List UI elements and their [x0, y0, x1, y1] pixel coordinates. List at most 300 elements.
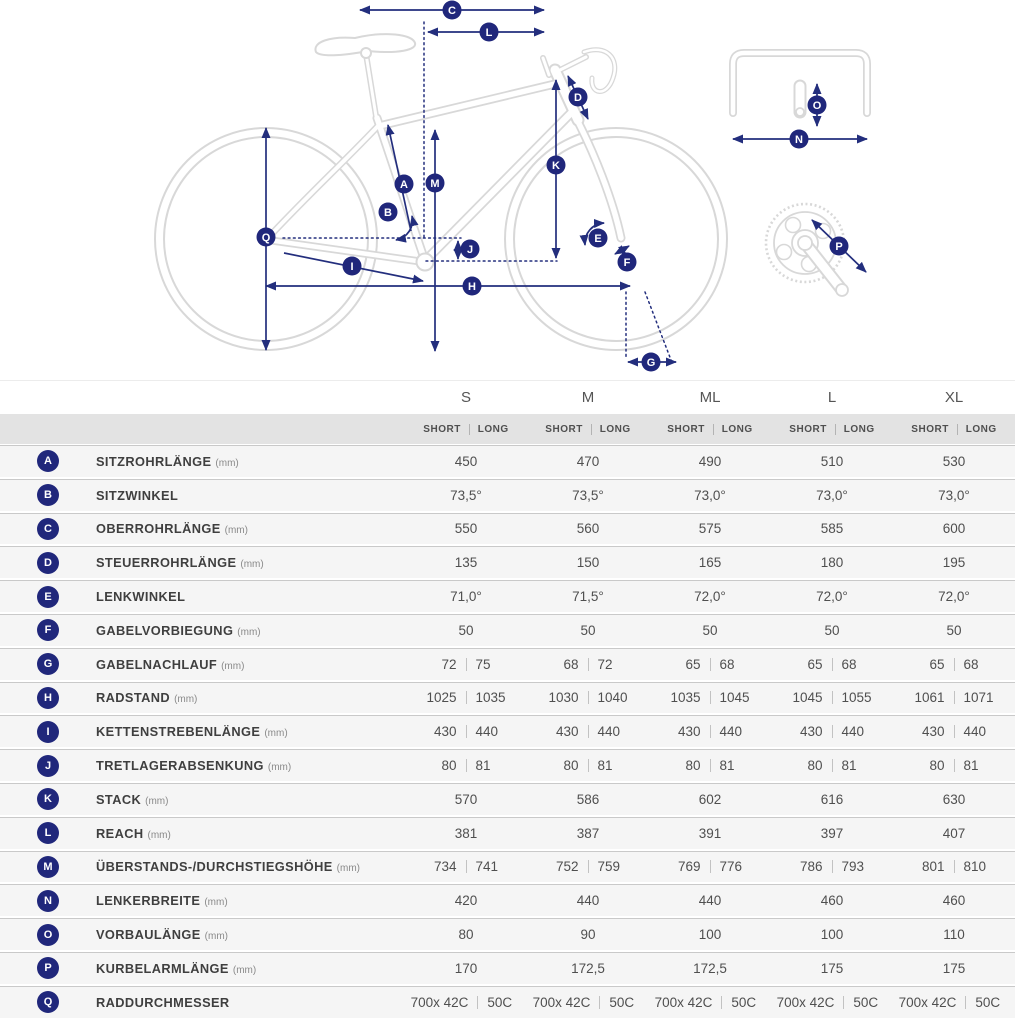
row-label: RADDURCHMESSER [96, 994, 230, 1010]
value-single: 50 [946, 622, 962, 638]
size-column-header-s: S [460, 389, 471, 406]
value-divider [954, 658, 955, 671]
value-pair [911, 859, 998, 874]
row-unit: (mm) [215, 457, 239, 469]
diagram-marker-j [461, 240, 480, 259]
value-cell-m [527, 657, 649, 672]
table-row-l [0, 817, 1015, 849]
value-long: 1071 [963, 690, 994, 706]
value-single: 170 [454, 960, 478, 976]
value-cell-xl [893, 623, 1015, 638]
row-label: OBERROHRLÄNGE [96, 521, 221, 537]
row-label-cell [96, 758, 405, 773]
value-single: 420 [454, 893, 478, 909]
value-pair [667, 859, 754, 874]
row-badge-cell [0, 619, 96, 641]
value-pair [545, 690, 632, 705]
value-long: 50C [853, 994, 879, 1010]
value-divider [588, 691, 589, 704]
row-label: VORBAULÄNGE [96, 927, 201, 943]
value-single: 440 [698, 893, 722, 909]
value-divider [588, 860, 589, 873]
table-row-f [0, 614, 1015, 646]
value-single: 135 [454, 555, 478, 571]
svg-text:M: M [430, 177, 440, 190]
value-cell-xl [893, 758, 1015, 773]
row-label: GABELNACHLAUF [96, 656, 218, 672]
value-long: 68 [841, 656, 857, 672]
value-single: 165 [698, 555, 722, 571]
row-letter-badge: N [37, 890, 59, 912]
row-letter-badge: H [37, 687, 59, 709]
value-cell-s [405, 792, 527, 807]
value-divider [832, 691, 833, 704]
value-divider [466, 759, 467, 772]
value-divider [832, 725, 833, 738]
value-divider [477, 996, 478, 1009]
row-label-cell [96, 454, 405, 469]
value-long: 1045 [719, 690, 750, 706]
value-short: 734 [433, 859, 457, 875]
row-letter-badge: J [37, 755, 59, 777]
svg-text:G: G [646, 356, 656, 369]
value-short: 786 [799, 859, 823, 875]
value-short: 65 [807, 656, 823, 672]
value-single: 175 [942, 960, 966, 976]
row-label-cell [96, 724, 405, 739]
table-row-h [0, 682, 1015, 714]
value-single: 586 [576, 791, 600, 807]
value-long: 50C [975, 994, 1001, 1010]
value-cell-m [527, 758, 649, 773]
fit-subheader-m [527, 424, 649, 435]
value-long: 81 [719, 758, 735, 774]
value-single: 73,0° [938, 487, 970, 503]
value-divider [965, 996, 966, 1009]
row-badge-cell [0, 924, 96, 946]
value-short: 801 [921, 859, 945, 875]
value-single: 50 [824, 622, 840, 638]
value-long: 440 [841, 724, 865, 740]
row-badge-cell [0, 450, 96, 472]
fit-subheader-l [771, 424, 893, 435]
row-letter-badge: B [37, 484, 59, 506]
value-single: 616 [820, 791, 844, 807]
diagram-marker-p [830, 237, 849, 256]
diagram-marker-f [618, 253, 637, 272]
value-long: 68 [963, 656, 979, 672]
row-letter-badge: O [37, 924, 59, 946]
svg-text:A: A [400, 178, 408, 191]
fit-subheader-xl [893, 424, 1015, 435]
value-cell-l [771, 961, 893, 976]
fit-label-long: LONG [721, 423, 753, 435]
value-cell-l [771, 724, 893, 739]
fit-label-short: SHORT [423, 423, 461, 435]
value-cell-ml [649, 454, 771, 469]
value-divider [832, 860, 833, 873]
value-cell-m [527, 555, 649, 570]
handlebar-top-view-detail [733, 53, 867, 116]
value-cell-xl [893, 826, 1015, 841]
value-short: 700x 42C [898, 994, 957, 1010]
row-label-cell [96, 521, 405, 536]
row-letter-badge: D [37, 552, 59, 574]
value-cell-s [405, 961, 527, 976]
value-single: 100 [820, 927, 844, 943]
table-row-c [0, 513, 1015, 545]
value-single: 90 [580, 927, 596, 943]
value-cell-s [405, 555, 527, 570]
row-badge-cell [0, 856, 96, 878]
svg-text:H: H [468, 280, 476, 293]
value-cell-s [405, 724, 527, 739]
row-letter-badge: K [37, 788, 59, 810]
value-divider [588, 725, 589, 738]
value-short: 68 [563, 656, 579, 672]
value-single: 560 [576, 521, 600, 537]
value-pair [911, 657, 998, 672]
value-divider [710, 691, 711, 704]
svg-text:I: I [350, 260, 354, 273]
value-single: 450 [454, 453, 478, 469]
diagram-marker-m [426, 174, 445, 193]
value-short: 752 [555, 859, 579, 875]
row-letter-badge: G [37, 653, 59, 675]
value-pair [423, 758, 510, 773]
value-cell-s [405, 758, 527, 773]
value-single: 73,5° [450, 487, 482, 503]
value-pair [911, 758, 998, 773]
value-cell-ml [649, 758, 771, 773]
svg-text:P: P [835, 240, 843, 253]
steering-axis-line [645, 292, 671, 360]
value-single: 470 [576, 453, 600, 469]
value-single: 175 [820, 960, 844, 976]
dimension-arrows [266, 10, 867, 362]
fit-divider [957, 424, 958, 435]
row-label-cell [96, 995, 405, 1010]
value-single: 585 [820, 521, 844, 537]
row-letter-badge: F [37, 619, 59, 641]
value-divider [588, 759, 589, 772]
value-short: 80 [807, 758, 823, 774]
value-single: 71,0° [450, 589, 482, 605]
row-label-cell [96, 589, 405, 604]
row-label-cell [96, 961, 405, 976]
value-pair [423, 724, 510, 739]
value-pair [411, 995, 522, 1010]
value-cell-xl [893, 859, 1015, 874]
value-cell-l [771, 859, 893, 874]
value-short: 80 [685, 758, 701, 774]
value-cell-xl [893, 961, 1015, 976]
value-short: 65 [685, 656, 701, 672]
svg-text:J: J [466, 243, 474, 256]
row-letter-badge: M [37, 856, 59, 878]
value-cell-ml [649, 859, 771, 874]
row-unit: (mm) [145, 795, 169, 807]
diagram-marker-i [343, 257, 362, 276]
value-short: 430 [555, 724, 579, 740]
value-short: 769 [677, 859, 701, 875]
value-long: 50C [487, 994, 513, 1010]
value-single: 73,0° [816, 487, 848, 503]
value-cell-m [527, 995, 649, 1010]
row-label-cell [96, 859, 405, 874]
value-cell-s [405, 927, 527, 942]
row-letter-badge: P [37, 957, 59, 979]
value-cell-xl [893, 521, 1015, 536]
value-cell-ml [649, 589, 771, 604]
value-pair [789, 859, 876, 874]
value-cell-xl [893, 555, 1015, 570]
value-single: 460 [942, 893, 966, 909]
row-unit: (mm) [336, 863, 360, 875]
value-single: 530 [942, 453, 966, 469]
row-label: SITZWINKEL [96, 487, 179, 503]
value-cell-s [405, 488, 527, 503]
diagram-marker-g [642, 353, 661, 372]
row-unit: (mm) [224, 525, 248, 537]
value-divider [954, 725, 955, 738]
value-cell-xl [893, 454, 1015, 469]
bottom-bracket [417, 254, 434, 271]
value-divider [599, 996, 600, 1009]
value-cell-ml [649, 724, 771, 739]
value-single: 71,5° [572, 589, 604, 605]
value-cell-m [527, 488, 649, 503]
value-short: 700x 42C [776, 994, 835, 1010]
value-cell-xl [893, 488, 1015, 503]
value-cell-xl [893, 724, 1015, 739]
row-label-cell [96, 690, 405, 705]
size-column-header-ml: ML [699, 389, 721, 406]
value-single: 195 [942, 555, 966, 571]
row-badge-cell [0, 586, 96, 608]
value-short: 700x 42C [654, 994, 713, 1010]
value-cell-m [527, 927, 649, 942]
fit-divider [835, 424, 836, 435]
value-single: 460 [820, 893, 844, 909]
value-cell-m [527, 961, 649, 976]
value-short: 430 [433, 724, 457, 740]
value-single: 397 [820, 825, 844, 841]
value-single: 72,0° [816, 589, 848, 605]
size-column-header-l: L [827, 389, 837, 406]
fit-label-short: SHORT [667, 423, 705, 435]
value-cell-m [527, 859, 649, 874]
value-cell-l [771, 893, 893, 908]
value-single: 391 [698, 825, 722, 841]
value-cell-s [405, 859, 527, 874]
fit-label-long: LONG [965, 423, 997, 435]
value-long: 440 [597, 724, 621, 740]
svg-text:O: O [812, 99, 822, 112]
seatpost-clamp [361, 48, 371, 58]
value-divider [588, 658, 589, 671]
svg-text:N: N [795, 133, 803, 146]
diagram-marker-o [808, 96, 827, 115]
value-cell-m [527, 454, 649, 469]
value-cell-l [771, 657, 893, 672]
value-cell-ml [649, 690, 771, 705]
row-badge-cell [0, 484, 96, 506]
row-unit: (mm) [267, 762, 292, 774]
value-single: 172,5 [693, 960, 727, 976]
bicycle-side-view [155, 34, 727, 350]
value-short: 65 [929, 656, 945, 672]
row-badge-cell [0, 788, 96, 810]
row-badge-cell [0, 687, 96, 709]
value-cell-xl [893, 657, 1015, 672]
svg-text:E: E [594, 232, 602, 245]
row-badge-cell [0, 755, 96, 777]
value-pair [423, 859, 510, 874]
table-row-m [0, 851, 1015, 883]
value-pair [667, 758, 754, 773]
value-cell-xl [893, 927, 1015, 942]
svg-text:K: K [552, 159, 560, 172]
value-cell-l [771, 758, 893, 773]
row-badge-cell [0, 552, 96, 574]
fit-label-long: LONG [843, 423, 875, 435]
value-divider [710, 759, 711, 772]
value-single: 100 [698, 927, 722, 943]
value-cell-s [405, 826, 527, 841]
value-single: 407 [942, 825, 966, 841]
svg-text:B: B [384, 206, 392, 219]
fit-label-short: SHORT [545, 423, 583, 435]
row-letter-badge: L [37, 822, 59, 844]
row-label: KETTENSTREBENLÄNGE [96, 724, 261, 740]
fit-label-short: SHORT [789, 423, 827, 435]
value-cell-l [771, 589, 893, 604]
value-long: 1055 [841, 690, 872, 706]
value-short: 72 [441, 656, 457, 672]
fit-label-short: SHORT [911, 423, 949, 435]
value-cell-l [771, 623, 893, 638]
value-cell-l [771, 690, 893, 705]
value-cell-s [405, 893, 527, 908]
table-row-q [0, 986, 1015, 1018]
value-long: 440 [475, 724, 499, 740]
diagram-marker-b [379, 203, 398, 222]
value-long: 72 [597, 656, 613, 672]
row-badge-cell [0, 890, 96, 912]
value-long: 1035 [475, 690, 506, 706]
row-label-cell [96, 657, 405, 672]
row-label: STEUERROHRLÄNGE [96, 555, 237, 571]
fit-divider [591, 424, 592, 435]
row-unit: (mm) [232, 964, 257, 976]
value-cell-s [405, 995, 527, 1010]
row-label: REACH [96, 825, 144, 841]
value-short: 1025 [426, 690, 457, 706]
svg-text:D: D [574, 91, 582, 104]
value-pair [545, 859, 632, 874]
value-pair [423, 690, 510, 705]
row-label-cell [96, 488, 405, 503]
row-badge-cell [0, 653, 96, 675]
table-row-g [0, 648, 1015, 680]
value-cell-ml [649, 657, 771, 672]
value-single: 50 [580, 622, 596, 638]
value-cell-ml [649, 995, 771, 1010]
value-single: 550 [454, 521, 478, 537]
value-long: 759 [597, 859, 621, 875]
value-single: 490 [698, 453, 722, 469]
value-divider [710, 725, 711, 738]
row-letter-badge: E [37, 586, 59, 608]
value-cell-ml [649, 555, 771, 570]
value-cell-l [771, 454, 893, 469]
value-cell-xl [893, 589, 1015, 604]
table-row-e [0, 580, 1015, 612]
value-single: 73,5° [572, 487, 604, 503]
value-cell-s [405, 623, 527, 638]
value-pair [667, 690, 754, 705]
row-badge-cell [0, 957, 96, 979]
value-divider [832, 759, 833, 772]
svg-text:Q: Q [261, 231, 271, 244]
row-label-cell [96, 893, 405, 908]
value-divider [954, 691, 955, 704]
value-long: 741 [475, 859, 499, 875]
fit-label-long: LONG [477, 423, 509, 435]
row-label: LENKERBREITE [96, 893, 201, 909]
value-single: 73,0° [694, 487, 726, 503]
value-divider [710, 658, 711, 671]
value-single: 150 [576, 555, 600, 571]
value-cell-ml [649, 826, 771, 841]
diagram-marker-h [463, 277, 482, 296]
fit-divider [469, 424, 470, 435]
row-label: STACK [96, 791, 142, 807]
value-single: 630 [942, 791, 966, 807]
value-cell-m [527, 724, 649, 739]
value-cell-ml [649, 488, 771, 503]
value-cell-ml [649, 893, 771, 908]
value-long: 793 [841, 859, 865, 875]
row-unit: (mm) [264, 728, 288, 740]
value-cell-s [405, 454, 527, 469]
value-cell-m [527, 690, 649, 705]
row-letter-badge: I [37, 721, 59, 743]
value-long: 81 [963, 758, 979, 774]
value-cell-m [527, 521, 649, 536]
value-short: 80 [929, 758, 945, 774]
table-row-n [0, 884, 1015, 916]
value-long: 776 [719, 859, 743, 875]
value-short: 80 [563, 758, 579, 774]
value-long: 81 [841, 758, 857, 774]
row-label: ÜBERSTANDS-/DURCHSTIEGSHÖHE [96, 859, 333, 875]
value-divider [954, 759, 955, 772]
row-label: TRETLAGERABSENKUNG [96, 758, 264, 774]
value-divider [466, 658, 467, 671]
value-single: 602 [698, 791, 722, 807]
value-pair [667, 724, 754, 739]
fit-label-long: LONG [599, 423, 631, 435]
size-column-header-m: M [581, 389, 595, 406]
value-short: 80 [441, 758, 457, 774]
value-single: 570 [454, 791, 478, 807]
value-pair [789, 758, 876, 773]
value-pair [789, 690, 876, 705]
value-pair [777, 995, 888, 1010]
value-long: 440 [719, 724, 743, 740]
